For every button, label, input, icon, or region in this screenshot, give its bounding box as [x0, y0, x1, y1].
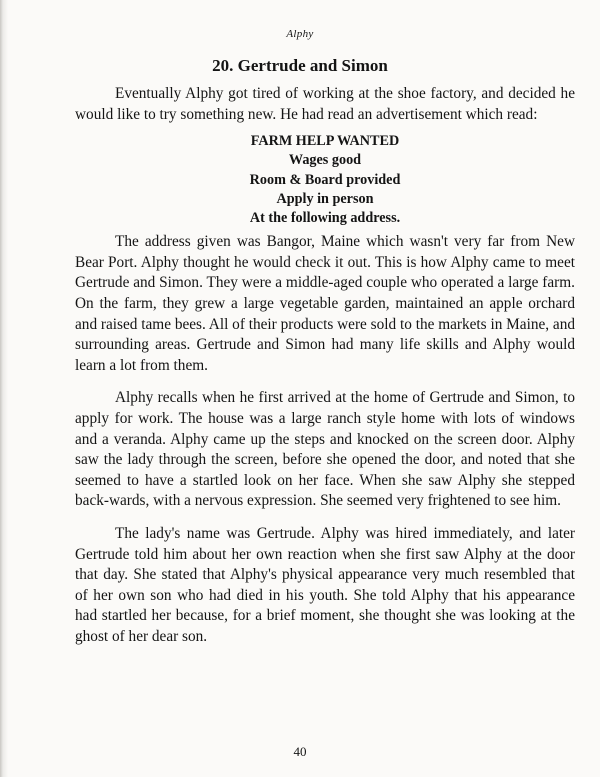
advertisement-block — [75, 132, 575, 228]
advertisement-line: Room & Board provided — [249, 171, 401, 188]
running-head: Alphy — [286, 28, 314, 40]
page-body — [75, 84, 575, 647]
advertisement-line: FARM HELP WANTED — [250, 133, 400, 150]
paragraph-3: Alphy recalls when he first arrived at the home of Gertrude and Simon, to apply for work. The house was a large ranch style home with lots of windows and a veranda. Alphy came up the steps and knocked on the screen door. Alphy saw the lady through the screen, before she opened the door, and noted that she seemed to have a startled look on her face. When she saw Alphy she stepped back-wards, with a nervous expression. She seemed very frightened to see him. — [75, 389, 575, 510]
advertisement-line: At the following address. — [249, 210, 401, 226]
paragraph-4: The lady's name was Gertrude. Alphy was hired immediately, and later Gertrude told him about her own reaction when she first saw Alphy at the door that day. She stated that Alphy's physical appearance very much resembled that of her own son who had died in his youth. She told Alphy that his appearance had startled her because, for a brief moment, she thought she was looking at the ghost of her dear son. — [75, 524, 575, 645]
advertisement-line: Apply in person — [276, 190, 374, 207]
paragraph-2: The address given was Bangor, Maine which wasn't very far from New Bear Port. Alphy thought he would check it out. This is how Alphy came to meet Gertrude and Simon. They were a middle-aged couple who operated a large farm. On the farm, they grew a large vegetable garden, maintained an apple orchard and raised tame bees. All of their products were sold to the markets in Maine, and surrounding areas. Gertrude and Simon had many life skills and Alphy would learn a lot from them. — [75, 233, 575, 374]
paragraph-1: Eventually Alphy got tired of working at the shoe factory, and decided he would like to try something new. He had read an advertisement which read: — [75, 85, 575, 123]
advertisement-line: Wages good — [288, 152, 362, 169]
chapter-title: 20. Gertrude and Simon — [212, 56, 388, 75]
page-number: 40 — [293, 744, 307, 759]
